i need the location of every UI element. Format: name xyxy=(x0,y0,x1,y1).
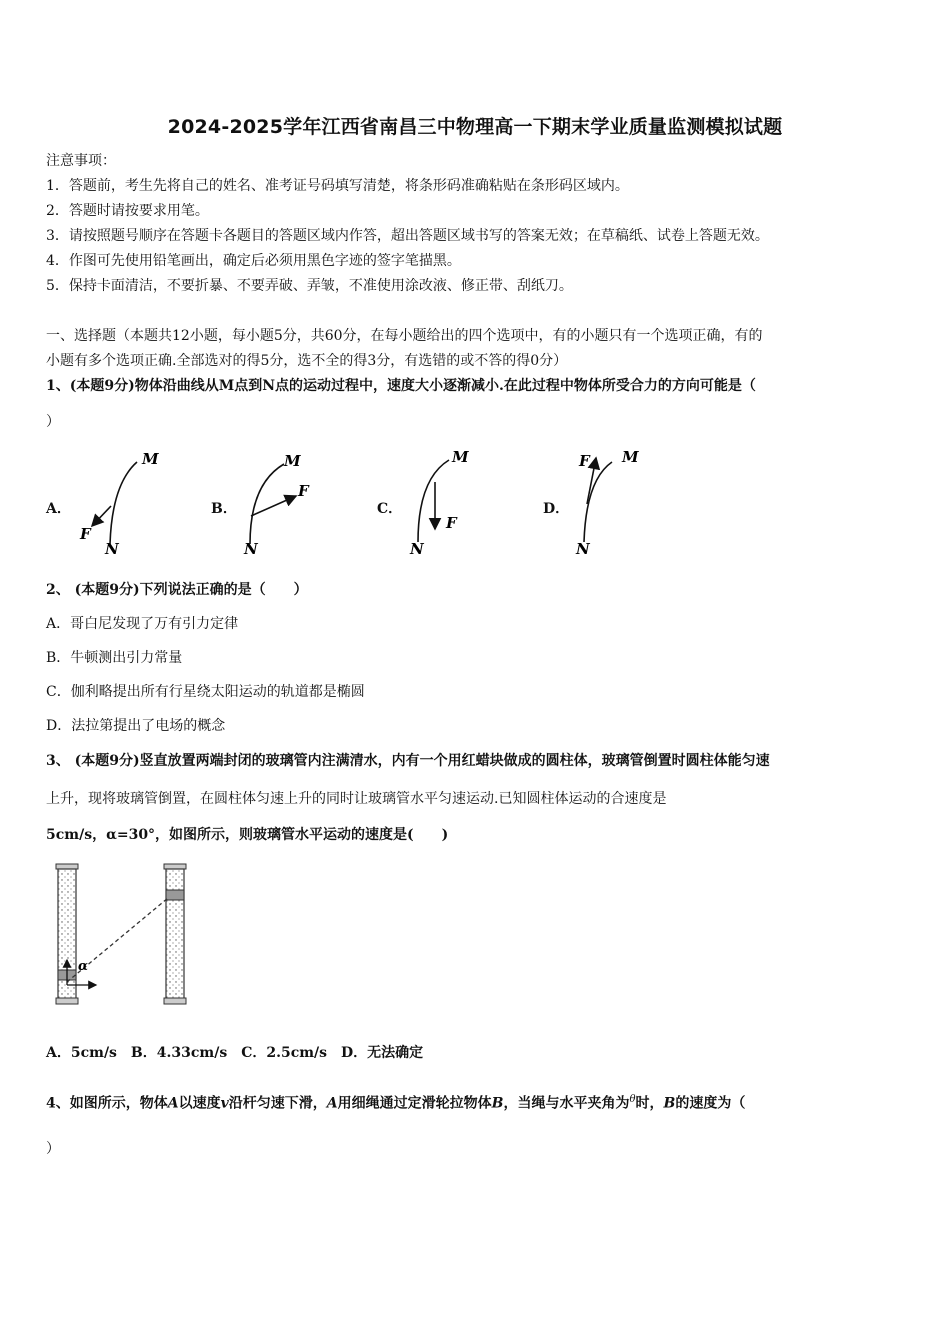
q1-figure-c xyxy=(404,444,504,559)
q1-stem-line1: 1、(本题9分)物体沿曲线从M点到N点的运动过程中，速度大小逐渐减小.在此过程中物体所受合力的方向可能是（ xyxy=(46,378,756,394)
section-instructions-line1: 一、选择题（本题共12小题，每小题5分，共60分，在每小题给出的四个选项中，有的小题只有一个选项正确，有的 xyxy=(46,328,763,344)
q4-symbol-v: v xyxy=(220,1095,229,1112)
notice-item: 1．答题前，考生先将自己的姓名、准考证号码填写清楚，将条形码准确粘贴在条形码区域内。 xyxy=(46,178,629,194)
q2-option-c: C．伽利略提出所有行星绕太阳运动的轨道都是椭圆 xyxy=(46,684,365,700)
q3-options: A．5cm/s B．4.33cm/s C．2.5cm/s D．无法确定 xyxy=(46,1045,424,1061)
label-n: N xyxy=(576,540,590,558)
q4-stem-line2: ） xyxy=(46,1141,60,1157)
force-arrow xyxy=(251,496,296,516)
q3-stem-line2: 上升，现将玻璃管倒置，在圆柱体匀速上升的同时让玻璃管水平匀速运动.已知圆柱体运动的合速度是 xyxy=(46,791,667,807)
label-f: F xyxy=(298,482,309,500)
label-m: M xyxy=(622,448,639,466)
notice-item: 3．请按照题号顺序在答题卡各题目的答题区域内作答，超出答题区域书写的答案无效；在草稿纸、试卷上答题无效。 xyxy=(46,228,769,244)
label-m: M xyxy=(284,452,301,470)
q1-option-b-label: B． xyxy=(211,501,237,517)
q3-stem-line3: 5cm/s，α=30°，如图所示，则玻璃管水平运动的速度是( ) xyxy=(46,827,449,843)
q4-symbol-theta: θ xyxy=(629,1094,636,1105)
trajectory-curve xyxy=(418,460,449,542)
q4-text: 沿杆匀速下滑， xyxy=(228,1095,327,1112)
q3-figure-glass-tubes xyxy=(48,860,198,1010)
q4-stem-line1 xyxy=(46,1091,745,1113)
q1-figure-b xyxy=(236,444,336,559)
q1-option-c-label: C． xyxy=(377,501,403,517)
label-m: M xyxy=(142,450,159,468)
alpha-label: α xyxy=(78,959,89,974)
q1-option-d-label: D． xyxy=(543,501,570,517)
right-tube xyxy=(164,864,186,1004)
notice-heading: 注意事项： xyxy=(46,153,116,169)
section-instructions-line2: 小题有多个选项正确.全部选对的得5分，选不全的得3分，有选错的或不答的得0分） xyxy=(46,353,568,369)
notice-item: 2．答题时请按要求用笔。 xyxy=(46,203,209,219)
label-n: N xyxy=(244,540,258,558)
q2-option-d: D．法拉第提出了电场的概念 xyxy=(46,718,226,734)
q4-symbol-b: B xyxy=(491,1095,504,1112)
q4-text: 以速度 xyxy=(178,1095,221,1112)
label-f: F xyxy=(80,525,91,543)
trajectory-curve xyxy=(110,462,137,544)
q2-option-a: A．哥白尼发现了万有引力定律 xyxy=(46,616,239,632)
notice-item: 4．作图可先使用铅笔画出，确定后必须用黑色字迹的签字笔描黑。 xyxy=(46,253,461,269)
label-n: N xyxy=(410,540,424,558)
force-arrow xyxy=(92,506,111,526)
q4-text: 的速度为（ xyxy=(675,1095,746,1112)
q2-stem: 2、 (本题9分)下列说法正确的是（ ） xyxy=(46,582,308,598)
q3-stem-line1: 3、 (本题9分)竖直放置两端封闭的玻璃管内注满清水，内有一个用红蜡块做成的圆柱体，玻璃管倒置时圆柱体能匀速 xyxy=(46,753,770,769)
q1-option-a-label: A． xyxy=(46,501,71,517)
q4-text: 4、如图所示，物体 xyxy=(46,1095,168,1112)
q2-option-b: B．牛顿测出引力常量 xyxy=(46,650,183,666)
q4-symbol-b: B xyxy=(663,1095,676,1112)
q4-symbol-a: A xyxy=(326,1095,338,1112)
label-f: F xyxy=(579,452,590,470)
label-n: N xyxy=(105,540,119,558)
q4-symbol-a: A xyxy=(167,1095,179,1112)
q4-text: 用细绳通过定滑轮拉物体 xyxy=(337,1095,492,1112)
label-m: M xyxy=(452,448,469,466)
page-title: 2024-2025学年江西省南昌三中物理高一下期末学业质量监测模拟试题 xyxy=(167,116,783,138)
notice-item: 5．保持卡面清洁，不要折暴、不要弄破、弄皱，不准使用涂改液、修正带、刮纸刀。 xyxy=(46,278,573,294)
q1-figure-a xyxy=(72,444,172,559)
q4-text: 时， xyxy=(635,1095,664,1112)
label-f: F xyxy=(446,514,457,532)
q1-stem-line2: ） xyxy=(46,414,60,430)
q4-text: ，当绳与水平夹角为 xyxy=(503,1095,630,1112)
q1-figure-d xyxy=(570,444,670,559)
